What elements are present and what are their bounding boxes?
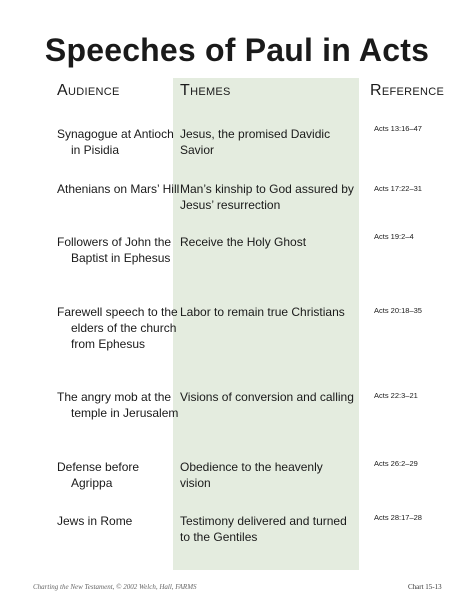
audience-cell: Farewell speech to the elders of the church from Ephesus — [57, 305, 178, 351]
audience-cell: Followers of John the Baptist in Ephesus — [57, 235, 172, 265]
reference-cell: Acts 20:18–35 — [374, 306, 422, 315]
reference-cell: Acts 22:3–21 — [374, 391, 418, 400]
reference-header: Reference — [370, 82, 445, 99]
page-title: Speeches of Paul in Acts — [44, 32, 430, 68]
audience-header: Audience — [57, 82, 120, 99]
theme-cell: Receive the Holy Ghost — [180, 235, 307, 249]
theme-cell: Visions of conversion and calling — [180, 390, 354, 404]
reference-cell: Acts 19:2–4 — [374, 232, 414, 241]
reference-cell: Acts 17:22–31 — [374, 184, 422, 193]
theme-cell: Man’s kinship to God assured by Jesus’ resurrection — [180, 182, 354, 212]
audience-cell: The angry mob at the temple in Jerusalem — [57, 390, 179, 420]
reference-cell: Acts 13:16–47 — [374, 124, 422, 133]
themes-header: Themes — [180, 82, 231, 99]
audience-cell: Synagogue at Antioch in Pisidia — [57, 127, 174, 157]
theme-cell: Labor to remain true Christians — [180, 305, 345, 319]
theme-cell: Jesus, the promised Davidic Savior — [180, 127, 331, 157]
audience-cell: Athenians on Mars’ Hill — [57, 182, 180, 196]
chart-number: Chart 15-13 — [408, 583, 442, 591]
reference-cell: Acts 26:2–29 — [374, 459, 418, 468]
audience-cell: Jews in Rome — [57, 514, 133, 528]
reference-cell: Acts 28:17–28 — [374, 513, 422, 522]
theme-cell: Testimony delivered and turned to the Gentiles — [180, 514, 347, 544]
audience-cell: Defense before Agrippa — [57, 460, 140, 490]
theme-cell: Obedience to the heavenly vision — [180, 460, 323, 490]
source-credit: Charting the New Testament, © 2002 Welch, Hall, FARMS — [33, 583, 197, 591]
